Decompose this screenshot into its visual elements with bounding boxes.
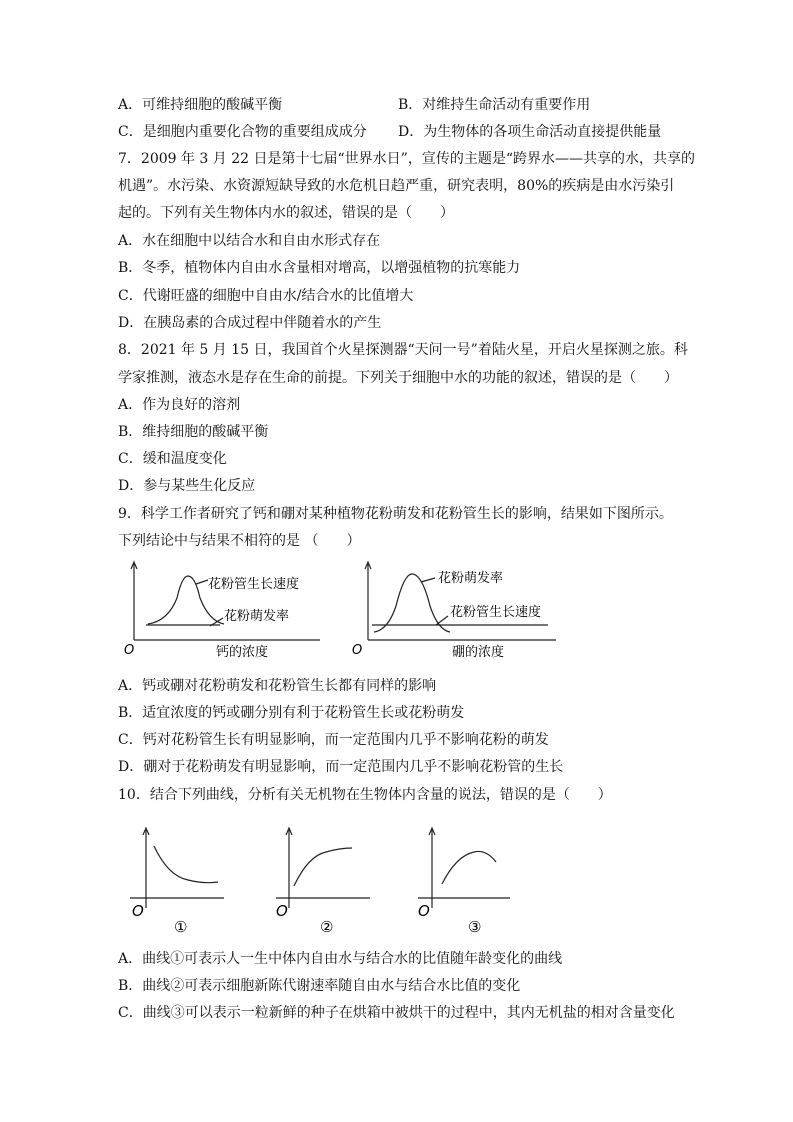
q7-stem-line3: 起的。下列有关生物体内水的叙述，错误的是（ ） [118,205,454,221]
q9-option-a: A．钙或硼对花粉萌发和花粉管生长都有同样的影响 [118,678,437,694]
q6-option-d: D．为生物体的各项生命活动直接提供能量 [398,124,662,140]
q9-figure-calcium [124,558,324,662]
origin-label: O [352,643,363,658]
q8-option-b: B．维持细胞的酸碱平衡 [118,424,269,440]
origin-label: O [418,902,430,920]
graph-number-label: ③ [468,918,482,936]
q10-graph-1 [126,824,226,936]
flat-line-label: 花粉萌发率 [224,609,290,624]
q8-option-a: A．作为良好的溶剂 [118,397,241,413]
saturating-curve [294,848,352,886]
q10-option-b: B．曲线②可表示细胞新陈代谢速率随自由水与结合水比值的变化 [118,978,521,994]
graph-number-label: ① [174,918,188,936]
curve-leader-line [421,578,435,582]
q7-stem-line2: 机遇”。水污染、水资源短缺导致的水危机日趋严重，研究表明，80%的疾病是由水污染引 [118,178,675,194]
q10-option-a: A．曲线①可表示人一生中体内自由水与结合水的比值随年龄变化的曲线 [118,951,563,967]
q8-option-c: C．缓和温度变化 [118,451,227,467]
q7-option-d: D．在胰岛素的合成过程中伴随着水的产生 [118,315,382,331]
q6-option-b: B．对维持生命活动有重要作用 [398,97,591,113]
graph-number-label: ② [320,918,334,936]
x-axis-label: 钙的浓度 [216,645,269,660]
x-axis-label: 硼的浓度 [452,645,505,660]
q7-stem-line1: 7．2009 年 3 月 22 日是第十七届“世界水日”，宣传的主题是“跨界水——共享的水，共享的 [118,151,695,167]
q9-option-c: C．钙对花粉管生长有明显影响，而一定范围内几乎不影响花粉的萌发 [118,732,549,748]
decreasing-curve [154,846,218,883]
q8-option-d: D．参与某些生化反应 [118,478,256,494]
q6-option-a: A．可维持细胞的酸碱平衡 [118,97,283,113]
q10-graph-2 [270,824,370,936]
q10-graph-3 [412,824,512,936]
q9-figure-boron [352,558,560,662]
origin-label: O [132,902,144,920]
q9-stem-line1: 9．科学工作者研究了钙和硼对某种植物花粉萌发和花粉管生长的影响，结果如下图所示。 [118,506,673,522]
curve-label: 花粉管生长速度 [208,577,300,592]
q8-stem-line2: 学家推测，液态水是存在生命的前提。下列关于细胞中水的功能的叙述，错误的是（ ） [118,370,678,386]
flat-leader-line [436,616,448,625]
q6-option-c: C．是细胞内重要化合物的重要组成成分 [118,124,367,140]
q9-option-b: B．适宜浓度的钙或硼分别有利于花粉管生长或花粉萌发 [118,705,465,721]
rise-then-fall-curve [442,851,496,884]
q7-option-b: B．冬季，植物体内自由水含量相对增高，以增强植物的抗寒能力 [118,260,521,276]
q9-option-d: D．硼对于花粉萌发有明显影响，而一定范围内几乎不影响花粉管的生长 [118,759,564,775]
origin-label: O [276,902,288,920]
q9-stem-line2: 下列结论中与结果不相符的是 （ ） [118,533,361,549]
curve-leader-line [196,580,208,584]
origin-label: O [124,643,135,658]
curve-label: 花粉萌发率 [438,571,504,586]
q8-stem-line1: 8．2021 年 5 月 15 日，我国首个火星探测器“天问一号”着陆火星，开启火星探测之旅。科 [118,342,688,358]
q7-option-c: C．代谢旺盛的细胞中自由水/结合水的比值增大 [118,288,414,304]
flat-line-label: 花粉管生长速度 [450,605,542,620]
q10-stem: 10．结合下列曲线，分析有关无机物在生物体内含量的说法，错误的是（ ） [118,787,612,803]
q10-option-c: C．曲线③可以表示一粒新鲜的种子在烘箱中被烘干的过程中，其内无机盐的相对含量变化 [118,1005,675,1021]
q7-option-a: A．水在细胞中以结合水和自由水形式存在 [118,233,381,249]
